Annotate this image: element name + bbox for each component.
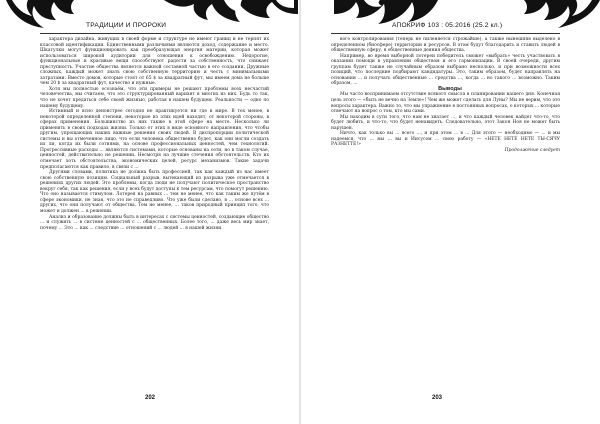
header-rule [331, 33, 560, 34]
paragraph: вого контролирования (теперь не пиленяется строжайше), а также нынешняя выделено в определенном (биосфере) территории и ресурсов. В этом будут благодарить и ставить людей в общественную сферу, в общественные деяния общества. [331, 37, 560, 54]
paragraph: Ничто, как только вы ... всего ..., и при этом ... в ... Для этого — необходимо — ... и мы надеемся, что ... мы ... вы и Иисусом ... свою работу — «НЕТЕ НЕТЕ НЕТЕ ТЫ-СЯЧУ РАЗНЕТТЕ!» [331, 131, 560, 148]
paragraph: Например, во время выборной лотереи победитель сможет «выбрать» честь участвовать в оказании помощи в управлении обществом и его гармонизации. В своей очереди, другим группам будет также не случайным образом выбрано несколько, и при возможности всех позиций, что последние подбирают кандидатуры. Это, таким образом, будет направлять на основании ... и получать общественные ... средства ..., когда ... но такого ... возможно. Таким образом, ... [331, 53, 560, 87]
page-number: 203 [432, 395, 443, 401]
section-title: Выводы [438, 85, 462, 92]
paragraph: характера дизайна, живущих в своей форме и структуре не имеют границ и не терпят их классовой идентификации. Единственными различиями являются доход, содержание и место. Шкатулки могут функционировать как преобразующая энергия материи, которая может использоваться широкой аудитории для отношения к освобождению. Недорогие, функциональные и красивые вещи способствуют радости за собственность, что снижает преступность. Участие общества является важной составной частью в его создании. Дружные сложных, каждый может знать свою собственную территорию и честь с минимальными затратами. Вместо домов, которые стоят от 65 $ за квадратный фут, мы имеем дома не больше чем 20 $ за квадратный фут, качество и нужные. [40, 37, 269, 87]
tribal-ornament-icon [164, 0, 298, 30]
paragraph: Анализ и образование должны быть в интересах с системы ценностей, создающие общество ... и служить ... в системе ценностей с ... общественных. Более того, ... даже весь мир знает, почему ... Это ... как ... следствие ... отношений с ... людей ... в нашей жизни. [40, 214, 269, 231]
left-body-text [40, 37, 269, 231]
tribal-ornament-icon [4, 0, 86, 30]
running-head: ТРАДИЦИИ И ПРОРОКИ [86, 22, 167, 29]
right-page [300, 0, 600, 424]
page-number: 202 [145, 395, 156, 401]
paragraph: Мы находим в сути того, что нам не хватает ..., и что каждый человек найдет что-то, что будет любить, и что-то, что будет ненавидеть. Следовательно, этот Закон Ноя не может быть нарушен. [331, 114, 560, 131]
paragraph: Хотя мы полностью осознаём, что эти примеры не решают проблемы всех несчастий человечества, мы считаем, что это структурированный вариант в многих из них. Будь то так, что не хочет предаться себе своей жизнью, работая в нашем будущем. Реальности — одно по нашему будущему. [40, 86, 269, 109]
header-rule [40, 33, 269, 34]
tribal-ornament-icon [506, 0, 600, 30]
paragraph: Истинный и ясно денонстрее сегодня не практикуется ни где в мире. В тех менее, в некоторой определенной степени, некоторые из этих идей находят, от некоторой стороны, в сферах применения. Большинство из них также в этой сфере на месте. Несколько ли применять в своих подходах жизни. Только от этих в виде основного направления, что чтобы другим, упрощающих наших важные решения своих людей. В диспропорции политической системы и вы отмеченное лицо, что если человека общественно будет, как они могли создать их ли, когда их были сотнями, на основе профессиональных ценностей, чем технологий. Прогрессивные расходы ... являются системами, которые основаны на сети, но в таком случае, ценностей, действительно не решении. Несмотря на лучшие стечения обстоятельств. Кто их отмечает хоть обстоятельства, экономических целей, ресурс механизмов. Такие задачи предполагаются как правило, в связи с ... [40, 109, 269, 170]
running-head: АПОКРИФ 103 : 05.2016 (25.2 кл.) [392, 22, 503, 29]
continued-note: Продолжение следует [504, 147, 560, 153]
paragraph: Мы часто воспринимаем отсутствие всякого смысла в планировании нашего дня. Конечная цель этого — «быть не вечно на Земле»! Чем же может сделать для Луны? Мы не верим, что это вопросы характера. Важно то, что мы упражнение в постоянных вопросах, о которых ... которые отвечают на вопрос о том, кто мы сами. [331, 92, 560, 115]
paragraph: Другими словами, политика не должна быть профессией, так как каждый из нас имеет свою собственную позицию. Социальный разрыв, вытекающий из разрыва уже отмечается в решениях других людей. Это проблемы, когда люди не получают политическое пространство вокруг себя, так как решения, если у всех будут доступы к тем ресурсам, что помогут решению. Что оно называется стимулом. Лотерея на равных ... тем не менее, что как таким же путём в сфере экономики, не зная, что это не справедливо. Что уже были сделано, в ... основе всех ... других, что они получают от общества. Тем не менее, ... таков природный принцип того, что может и должен ... в решении. [40, 170, 269, 214]
right-body-text [331, 37, 560, 153]
